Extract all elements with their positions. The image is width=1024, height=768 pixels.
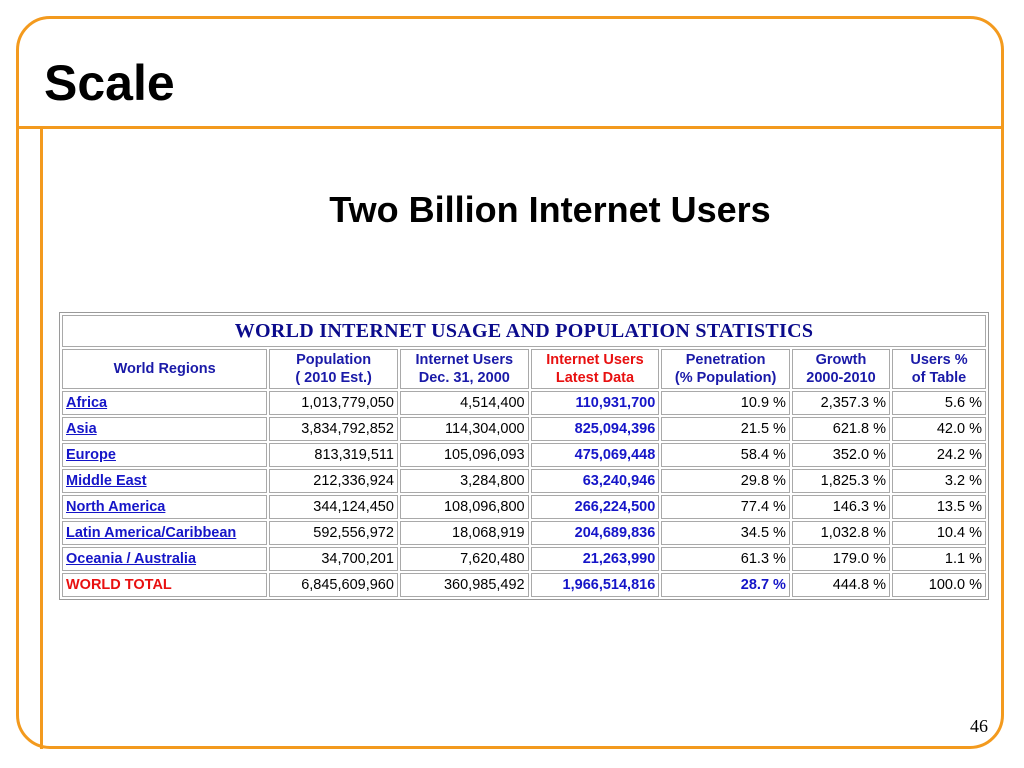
table-header-row	[62, 349, 986, 389]
penetration-cell: 61.3 %	[661, 547, 790, 571]
users-2000-cell: 18,068,919	[400, 521, 529, 545]
growth-cell: 179.0 %	[792, 547, 890, 571]
table-row	[62, 417, 986, 441]
users-2000-cell: 7,620,480	[400, 547, 529, 571]
region-cell[interactable]: Oceania / Australia	[62, 547, 267, 571]
header-users-2000: Internet Users Dec. 31, 2000	[400, 349, 529, 389]
page-number: 46	[970, 716, 988, 736]
table-row	[62, 443, 986, 467]
users-percent-cell: 100.0 %	[892, 573, 986, 597]
users-2000-cell: 105,096,093	[400, 443, 529, 467]
growth-cell: 1,032.8 %	[792, 521, 890, 545]
growth-cell: 1,825.3 %	[792, 469, 890, 493]
penetration-cell: 28.7 %	[661, 573, 790, 597]
users-percent-cell: 5.6 %	[892, 391, 986, 415]
region-cell[interactable]: Asia	[62, 417, 267, 441]
slide-title: Scale	[44, 55, 175, 111]
users-latest-cell: 110,931,700	[531, 391, 660, 415]
table-row	[62, 469, 986, 493]
population-cell: 3,834,792,852	[269, 417, 398, 441]
users-2000-cell: 114,304,000	[400, 417, 529, 441]
table-total-row	[62, 573, 986, 597]
users-latest-cell: 475,069,448	[531, 443, 660, 467]
header-users-percent: Users % of Table	[892, 349, 986, 389]
internet-stats-table	[59, 312, 989, 600]
growth-cell: 444.8 %	[792, 573, 890, 597]
region-cell[interactable]: Latin America/Caribbean	[62, 521, 267, 545]
table-row	[62, 391, 986, 415]
users-2000-cell: 108,096,800	[400, 495, 529, 519]
penetration-cell: 10.9 %	[661, 391, 790, 415]
growth-cell: 352.0 %	[792, 443, 890, 467]
users-percent-cell: 3.2 %	[892, 469, 986, 493]
users-latest-cell: 63,240,946	[531, 469, 660, 493]
users-percent-cell: 24.2 %	[892, 443, 986, 467]
table-row	[62, 495, 986, 519]
region-cell: WORLD TOTAL	[62, 573, 267, 597]
users-2000-cell: 360,985,492	[400, 573, 529, 597]
population-cell: 34,700,201	[269, 547, 398, 571]
header-world-regions: World Regions	[62, 349, 267, 389]
population-cell: 212,336,924	[269, 469, 398, 493]
table-row	[62, 521, 986, 545]
penetration-cell: 58.4 %	[661, 443, 790, 467]
penetration-cell: 34.5 %	[661, 521, 790, 545]
users-latest-cell: 266,224,500	[531, 495, 660, 519]
population-cell: 344,124,450	[269, 495, 398, 519]
users-percent-cell: 1.1 %	[892, 547, 986, 571]
table-row	[62, 547, 986, 571]
header-penetration: Penetration (% Population)	[661, 349, 790, 389]
population-cell: 6,845,609,960	[269, 573, 398, 597]
table-title: WORLD INTERNET USAGE AND POPULATION STATISTICS	[62, 315, 986, 347]
growth-cell: 146.3 %	[792, 495, 890, 519]
penetration-cell: 21.5 %	[661, 417, 790, 441]
header-growth: Growth 2000-2010	[792, 349, 890, 389]
region-cell[interactable]: Middle East	[62, 469, 267, 493]
region-cell[interactable]: Africa	[62, 391, 267, 415]
growth-cell: 2,357.3 %	[792, 391, 890, 415]
population-cell: 592,556,972	[269, 521, 398, 545]
header-users-latest: Internet Users Latest Data	[531, 349, 660, 389]
slide-subtitle: Two Billion Internet Users	[329, 189, 771, 230]
users-percent-cell: 10.4 %	[892, 521, 986, 545]
penetration-cell: 29.8 %	[661, 469, 790, 493]
region-cell[interactable]: Europe	[62, 443, 267, 467]
population-cell: 813,319,511	[269, 443, 398, 467]
growth-cell: 621.8 %	[792, 417, 890, 441]
users-latest-cell: 204,689,836	[531, 521, 660, 545]
users-percent-cell: 42.0 %	[892, 417, 986, 441]
users-latest-cell: 825,094,396	[531, 417, 660, 441]
penetration-cell: 77.4 %	[661, 495, 790, 519]
users-latest-cell: 1,966,514,816	[531, 573, 660, 597]
users-2000-cell: 4,514,400	[400, 391, 529, 415]
title-divider	[16, 126, 1004, 129]
users-2000-cell: 3,284,800	[400, 469, 529, 493]
users-percent-cell: 13.5 %	[892, 495, 986, 519]
region-cell[interactable]: North America	[62, 495, 267, 519]
users-latest-cell: 21,263,990	[531, 547, 660, 571]
population-cell: 1,013,779,050	[269, 391, 398, 415]
header-population: Population ( 2010 Est.)	[269, 349, 398, 389]
